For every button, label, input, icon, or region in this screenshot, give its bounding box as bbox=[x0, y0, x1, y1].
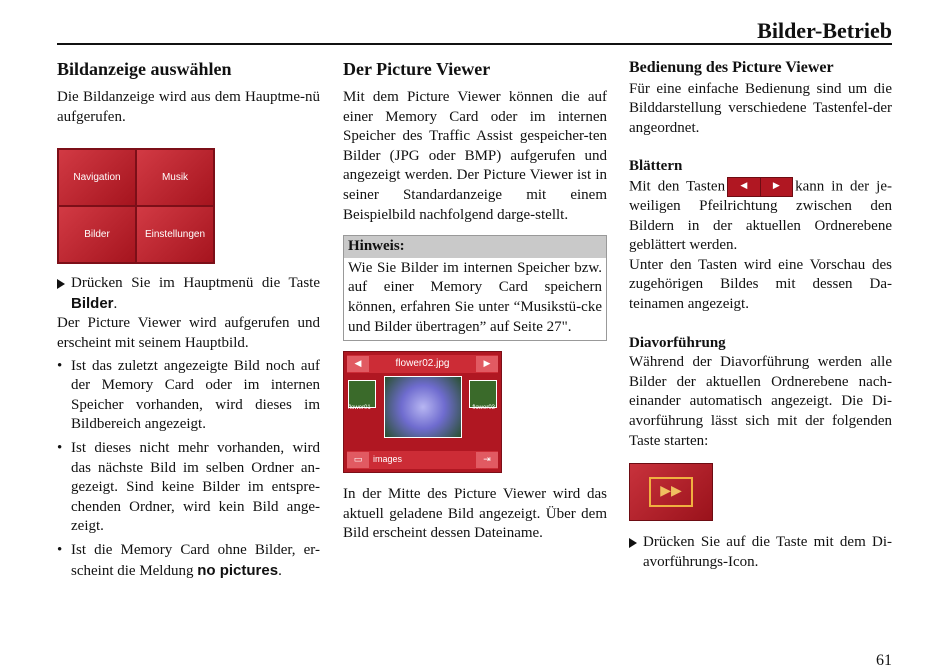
note-title: Hinweis: bbox=[344, 236, 606, 258]
page-number: 61 bbox=[876, 652, 892, 669]
bullet-list bbox=[57, 357, 320, 582]
page-header-title: Bilder-Betrieb bbox=[757, 18, 892, 43]
viewer-caption: In der Mitte des Picture Viewer wird das aktuell geladene Bild angezeigt. Über dem Bild erscheint dessen Dateiname. bbox=[343, 486, 607, 542]
left-arrow-icon: ◀ bbox=[740, 181, 748, 192]
browse-pre: Mit den Tasten bbox=[629, 178, 726, 195]
menu-tile-navigation: Navigation bbox=[59, 150, 135, 205]
column-3 bbox=[629, 58, 892, 572]
arrow-keys-icon bbox=[727, 177, 793, 197]
column-1 bbox=[57, 58, 320, 585]
slideshow-small-icon: ▭ bbox=[347, 452, 369, 468]
triangle-bullet-icon bbox=[57, 279, 65, 289]
key-label-bilder: Bilder bbox=[71, 294, 114, 312]
slideshow-icon: ▶▶ bbox=[649, 477, 693, 507]
step-end: . bbox=[113, 295, 118, 312]
note-box bbox=[343, 235, 607, 341]
left-arrow-icon: ◀ bbox=[347, 356, 369, 372]
viewer-images-label: images bbox=[373, 454, 403, 465]
viewer-bottom-bar bbox=[347, 451, 498, 469]
menu-tile-musik: Musik bbox=[137, 150, 213, 205]
menu-tile-bilder: Bilder bbox=[59, 207, 135, 262]
instruction-step bbox=[57, 274, 320, 314]
right-arrow-icon: ▶ bbox=[476, 356, 498, 372]
right-arrow-icon: ▶ bbox=[760, 178, 793, 196]
bullet-item bbox=[57, 541, 320, 581]
viewer-top-bar bbox=[347, 355, 498, 373]
triangle-bullet-icon bbox=[629, 538, 637, 548]
section-heading-picture-viewer: Der Picture Viewer bbox=[343, 59, 491, 79]
main-menu-screenshot bbox=[57, 148, 215, 264]
bullet-item: • Ist dieses nicht mehr vorhanden, wird das nächste Bild im selben Ordner an-gezeigt. Sind keine Bilder im entspre-chenden Ordner, wird kein Bild ange-zeigt. bbox=[57, 439, 320, 537]
subheading-diavorfuehrung: Diavorführung bbox=[629, 334, 726, 351]
menu-tile-einstellungen: Einstellungen bbox=[137, 207, 213, 262]
bullet-end: . bbox=[278, 562, 282, 579]
step-text: Drücken Sie auf die Taste mit dem Di-avorführungs-Icon. bbox=[643, 534, 892, 570]
section-heading-bedienung: Bedienung des Picture Viewer bbox=[629, 59, 834, 76]
bedienung-intro: Für eine einfache Bedienung sind um die Bilddarstellung verschiedene Tastenfel-der angeordnet. bbox=[629, 80, 892, 136]
viewer-main-image bbox=[384, 376, 462, 438]
section-heading-bildanzeige: Bildanzeige auswählen bbox=[57, 59, 232, 79]
note-text: Wie Sie Bilder im internen Speicher bzw. auf einer Memory Card speichern können, erfahren Sie unter “Musikstü-cke und Bilder übertragen” auf Seite 27". bbox=[348, 259, 602, 335]
column-2 bbox=[343, 58, 607, 544]
result-paragraph: Der Picture Viewer wird aufgerufen und erscheint mit seinem Hauptbild. bbox=[57, 315, 320, 351]
picture-viewer-screenshot bbox=[343, 351, 502, 473]
viewer-filename: flower02.jpg bbox=[395, 358, 450, 370]
intro-paragraph: Die Bildanzeige wird aus dem Hauptme-nü aufgerufen. bbox=[57, 89, 320, 125]
step-text: Drücken Sie im Hauptmenü die Taste bbox=[71, 275, 320, 292]
viewer-paragraph: Mit dem Picture Viewer können die auf einer Memory Card oder im internen Speicher des Traffic Assist gespeicher-ten Bilder (JPG oder BMP) aufgerufen und angezeigt werden. Der Picture Viewer ist in seiner Standardanzeige mit einem Beispielbild nachfolgend darge-stellt. bbox=[343, 89, 607, 223]
instruction-step bbox=[629, 533, 892, 572]
exit-icon: ⇥ bbox=[476, 452, 498, 468]
preview-paragraph: Unter den Tasten wird eine Vorschau des zugehörigen Bildes mit dessen Da-teinamen angezeigt. bbox=[629, 256, 892, 312]
header-rule bbox=[57, 43, 892, 45]
next-thumb-label: flower03 bbox=[472, 405, 495, 412]
browse-post: kann in der je-weiligen Pfeilrichtung zwischen den Bildern in der aktuellen Ordnerebene geblättert werden. bbox=[629, 178, 892, 254]
slideshow-paragraph: Während der Diavorführung werden alle Bilder der aktuellen Ordnerebene nach-einander automatisch angezeigt. Die Di-avorführung lässt sich mit der folgenden Taste starten: bbox=[629, 354, 892, 449]
bullet-item: • Ist das zuletzt angezeigte Bild noch auf der Memory Card oder im internen Speicher vorhanden, wird dieses im Bildbereich angezeigt. bbox=[57, 357, 320, 435]
prev-thumb-label: flower01 bbox=[348, 405, 371, 412]
message-no-pictures: no pictures bbox=[197, 561, 279, 579]
subheading-blaettern: Blättern bbox=[629, 158, 683, 175]
bullet-text: Ist die Memory Card ohne Bilder, er-scheint die Meldung bbox=[71, 541, 320, 579]
slideshow-button-image bbox=[629, 463, 713, 521]
browse-paragraph bbox=[629, 177, 892, 256]
